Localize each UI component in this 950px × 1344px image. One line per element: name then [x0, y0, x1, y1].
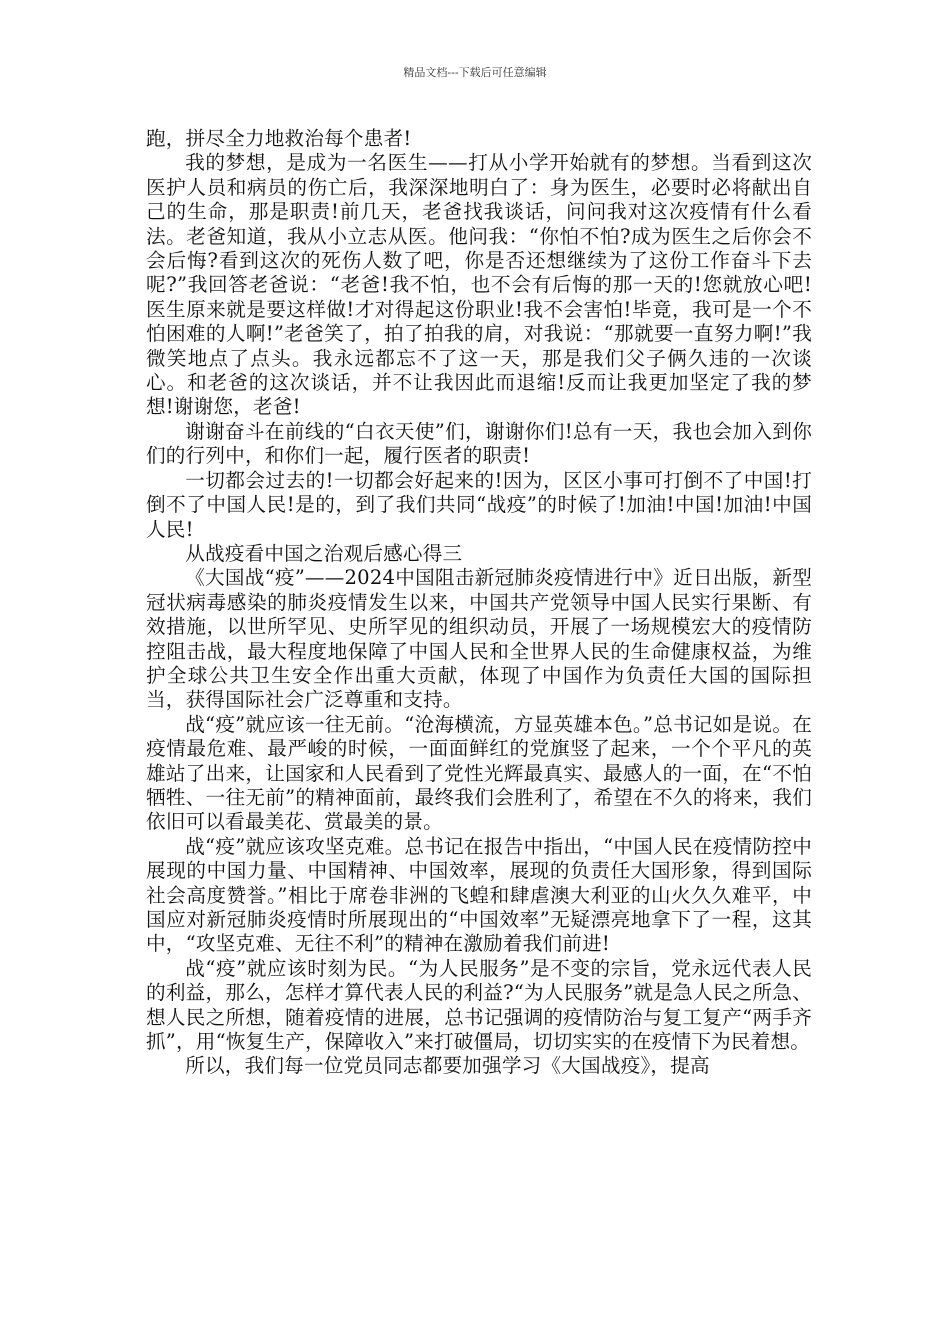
paragraph-dream: 我的梦想，是成为一名医生——打从小学开始就有的梦想。当看到这次医护人员和病员的伤亡后，我深深地明白了：身为医生，必要时必将献出自己的生命，那是职责!前几天，老爸找我谈话，问问我对这次疫情有什么看法。老爸知道，我从小立志从医。他问我：“你怕不怕?成为医生之后你会不会后悔?看到这次的死伤人数了吧，你是否还想继续为了这份工作奋斗下去呢?”我回答老爸说：“老爸!我不怕，也不会有后悔的那一天的!您就放心吧!医生原来就是要这样做!才对得起这份职业!我不会害怕!毕竟，我可是一个不怕困难的人啊!”老爸笑了，拍了拍我的肩，对我说：“那就要一直努力啊!”我微笑地点了点头。我永远都忘不了这一天，那是我们父子俩久违的一次谈心。和老爸的这次谈话，并不让我因此而退缩!反而让我更加坚定了我的梦想!谢谢您，老爸! — [146, 151, 812, 419]
paragraph-continuation: 跑，拼尽全力地救治每个患者! — [146, 127, 412, 150]
paragraph-forward: 战“疫”就应该一往无前。“沧海横流，方显英雄本色。”总书记如是说。在疫情最危难、最严峻的时候，一面面鲜红的党旗竖了起来，一个个平凡的英雄站了出来，让国家和人民看到了党性光辉最真实、最感人的一面，在“不怕牺牲、一往无前”的精神面前，最终我们会胜利了，希望在不久的将来，我们依旧可以看最美花、赏最美的景。 — [146, 712, 812, 834]
page-header: 精品文档---下载后可任意编辑 — [403, 66, 547, 79]
paragraph-overcome: 战“疫”就应该攻坚克难。总书记在报告中指出，“中国人民在疫情防控中展现的中国力量、中国精神、中国效率，展现的负责任大国形象，得到国际社会高度赞誉。”相比于席卷非洲的飞蝗和肆虐澳大利亚的山火久久难平，中国应对新冠肺炎疫情时所展现出的“中国效率”无疑漂亮地拿下了一程，这其中，“攻坚克难、无往不利”的精神在激励着我们前进! — [146, 834, 812, 956]
paragraph-conclusion: 所以，我们每一位党员同志都要加强学习《大国战疫》，提高 — [185, 1054, 710, 1078]
paragraph-thanks: 谢谢奋斗在前线的“白衣天使”们，谢谢你们!总有一天，我也会加入到你们的行列中，和你们一起，履行医者的职责! — [146, 419, 812, 468]
document-body — [146, 127, 812, 1079]
paragraph-book-intro: 《大国战“疫”——2024中国阻击新冠肺炎疫情进行中》近日出版，新型冠状病毒感染的肺炎疫情发生以来，中国共产党领导中国人民实行果断、有效措施，以世所罕见、史所罕见的组织动员，开展了一场规模宏大的疫情防控阻击战，最大程度地保障了中国人民和全世界人民的生命健康权益，为维护全球公共卫生安全作出重大贡献，体现了中国作为负责任大国的国际担当，获得国际社会广泛尊重和支持。 — [146, 566, 812, 712]
section-title: 从战疫看中国之治观后感心得三 — [185, 541, 463, 565]
paragraph-encouragement: 一切都会过去的!一切都会好起来的!因为，区区小事可打倒不了中国!打倒不了中国人民!是的，到了我们共同“战疫”的时候了!加油!中国!加油!中国人民! — [146, 468, 812, 541]
paragraph-people: 战“疫”就应该时刻为民。“为人民服务”是不变的宗旨，党永远代表人民的利益，那么，怎样才算代表人民的利益?“为人民服务”就是急人民之所急、想人民之所想，随着疫情的进展，总书记强调的疫情防治与复工复产“两手齐抓”，用“恢复生产，保障收入”来打破僵局，切切实实的在疫情下为民着想。 — [146, 956, 812, 1054]
